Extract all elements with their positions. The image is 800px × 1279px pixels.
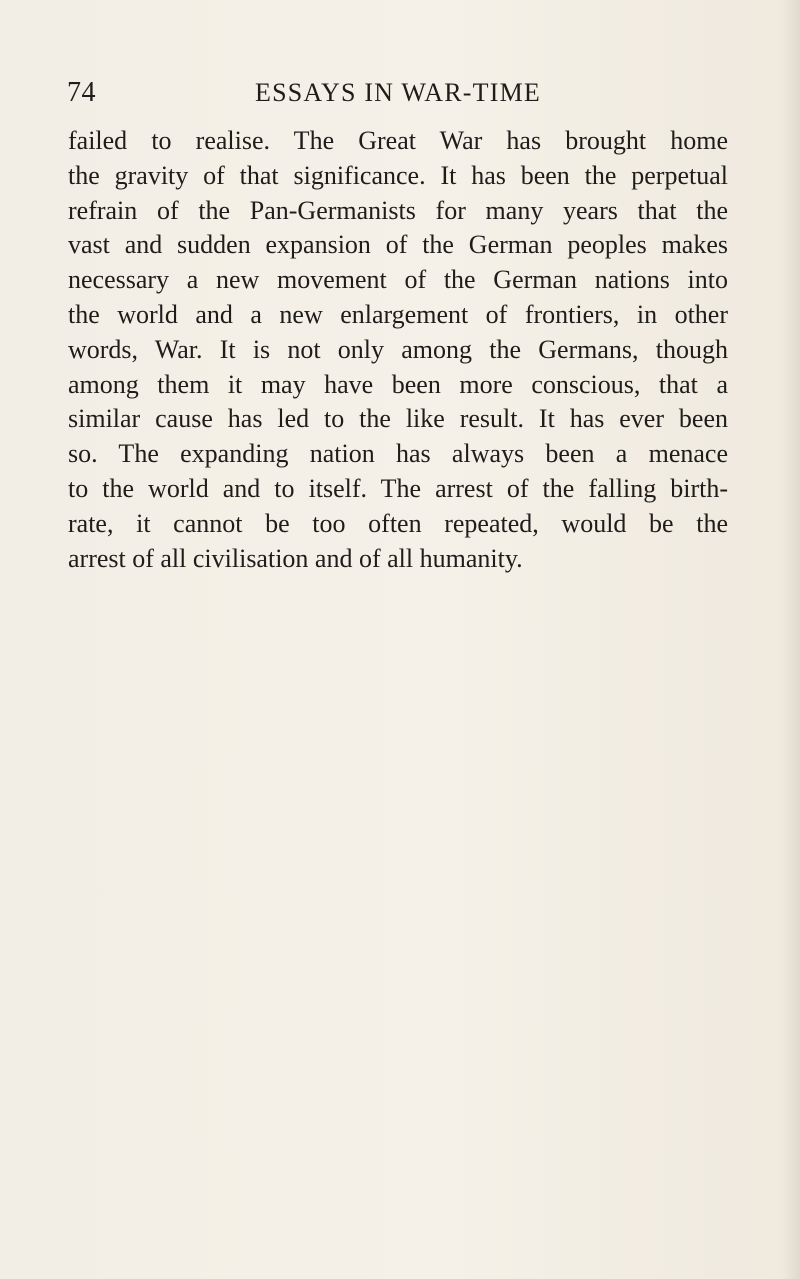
text-line-10: so. The expanding nation has always been a menace [68,439,728,469]
text-line-11: to the world and to itself. The arrest of the falling birth- [68,473,728,503]
text-line-5: necessary a new movement of the German nations into [68,265,728,295]
running-head [67,76,727,110]
text-line-4: vast and sudden expansion of the German peoples makes [68,230,728,260]
text-line-9: similar cause has led to the like result. It has ever been [68,404,728,434]
page-number: 74 [67,77,96,108]
text-line-13: arrest of all civilisation and of all humanity. [68,543,523,573]
text-line-1: failed to realise. The Great War has brought home [68,126,728,155]
body-text [68,124,728,576]
text-line-12: rate, it cannot be too often repeated, would be the [68,508,728,538]
text-line-3: refrain of the Pan-Germanists for many years that the [68,195,728,225]
text-line-6: the world and a new enlargement of frontiers, in other [68,299,728,329]
text-line-8: among them it may have been more conscious, that a [68,369,728,399]
running-title: ESSAYS IN WAR-TIME [255,78,541,107]
text-line-2: the gravity of that significance. It has been the perpetual [68,160,728,190]
text-line-7: words, War. It is not only among the Germans, though [68,334,728,364]
